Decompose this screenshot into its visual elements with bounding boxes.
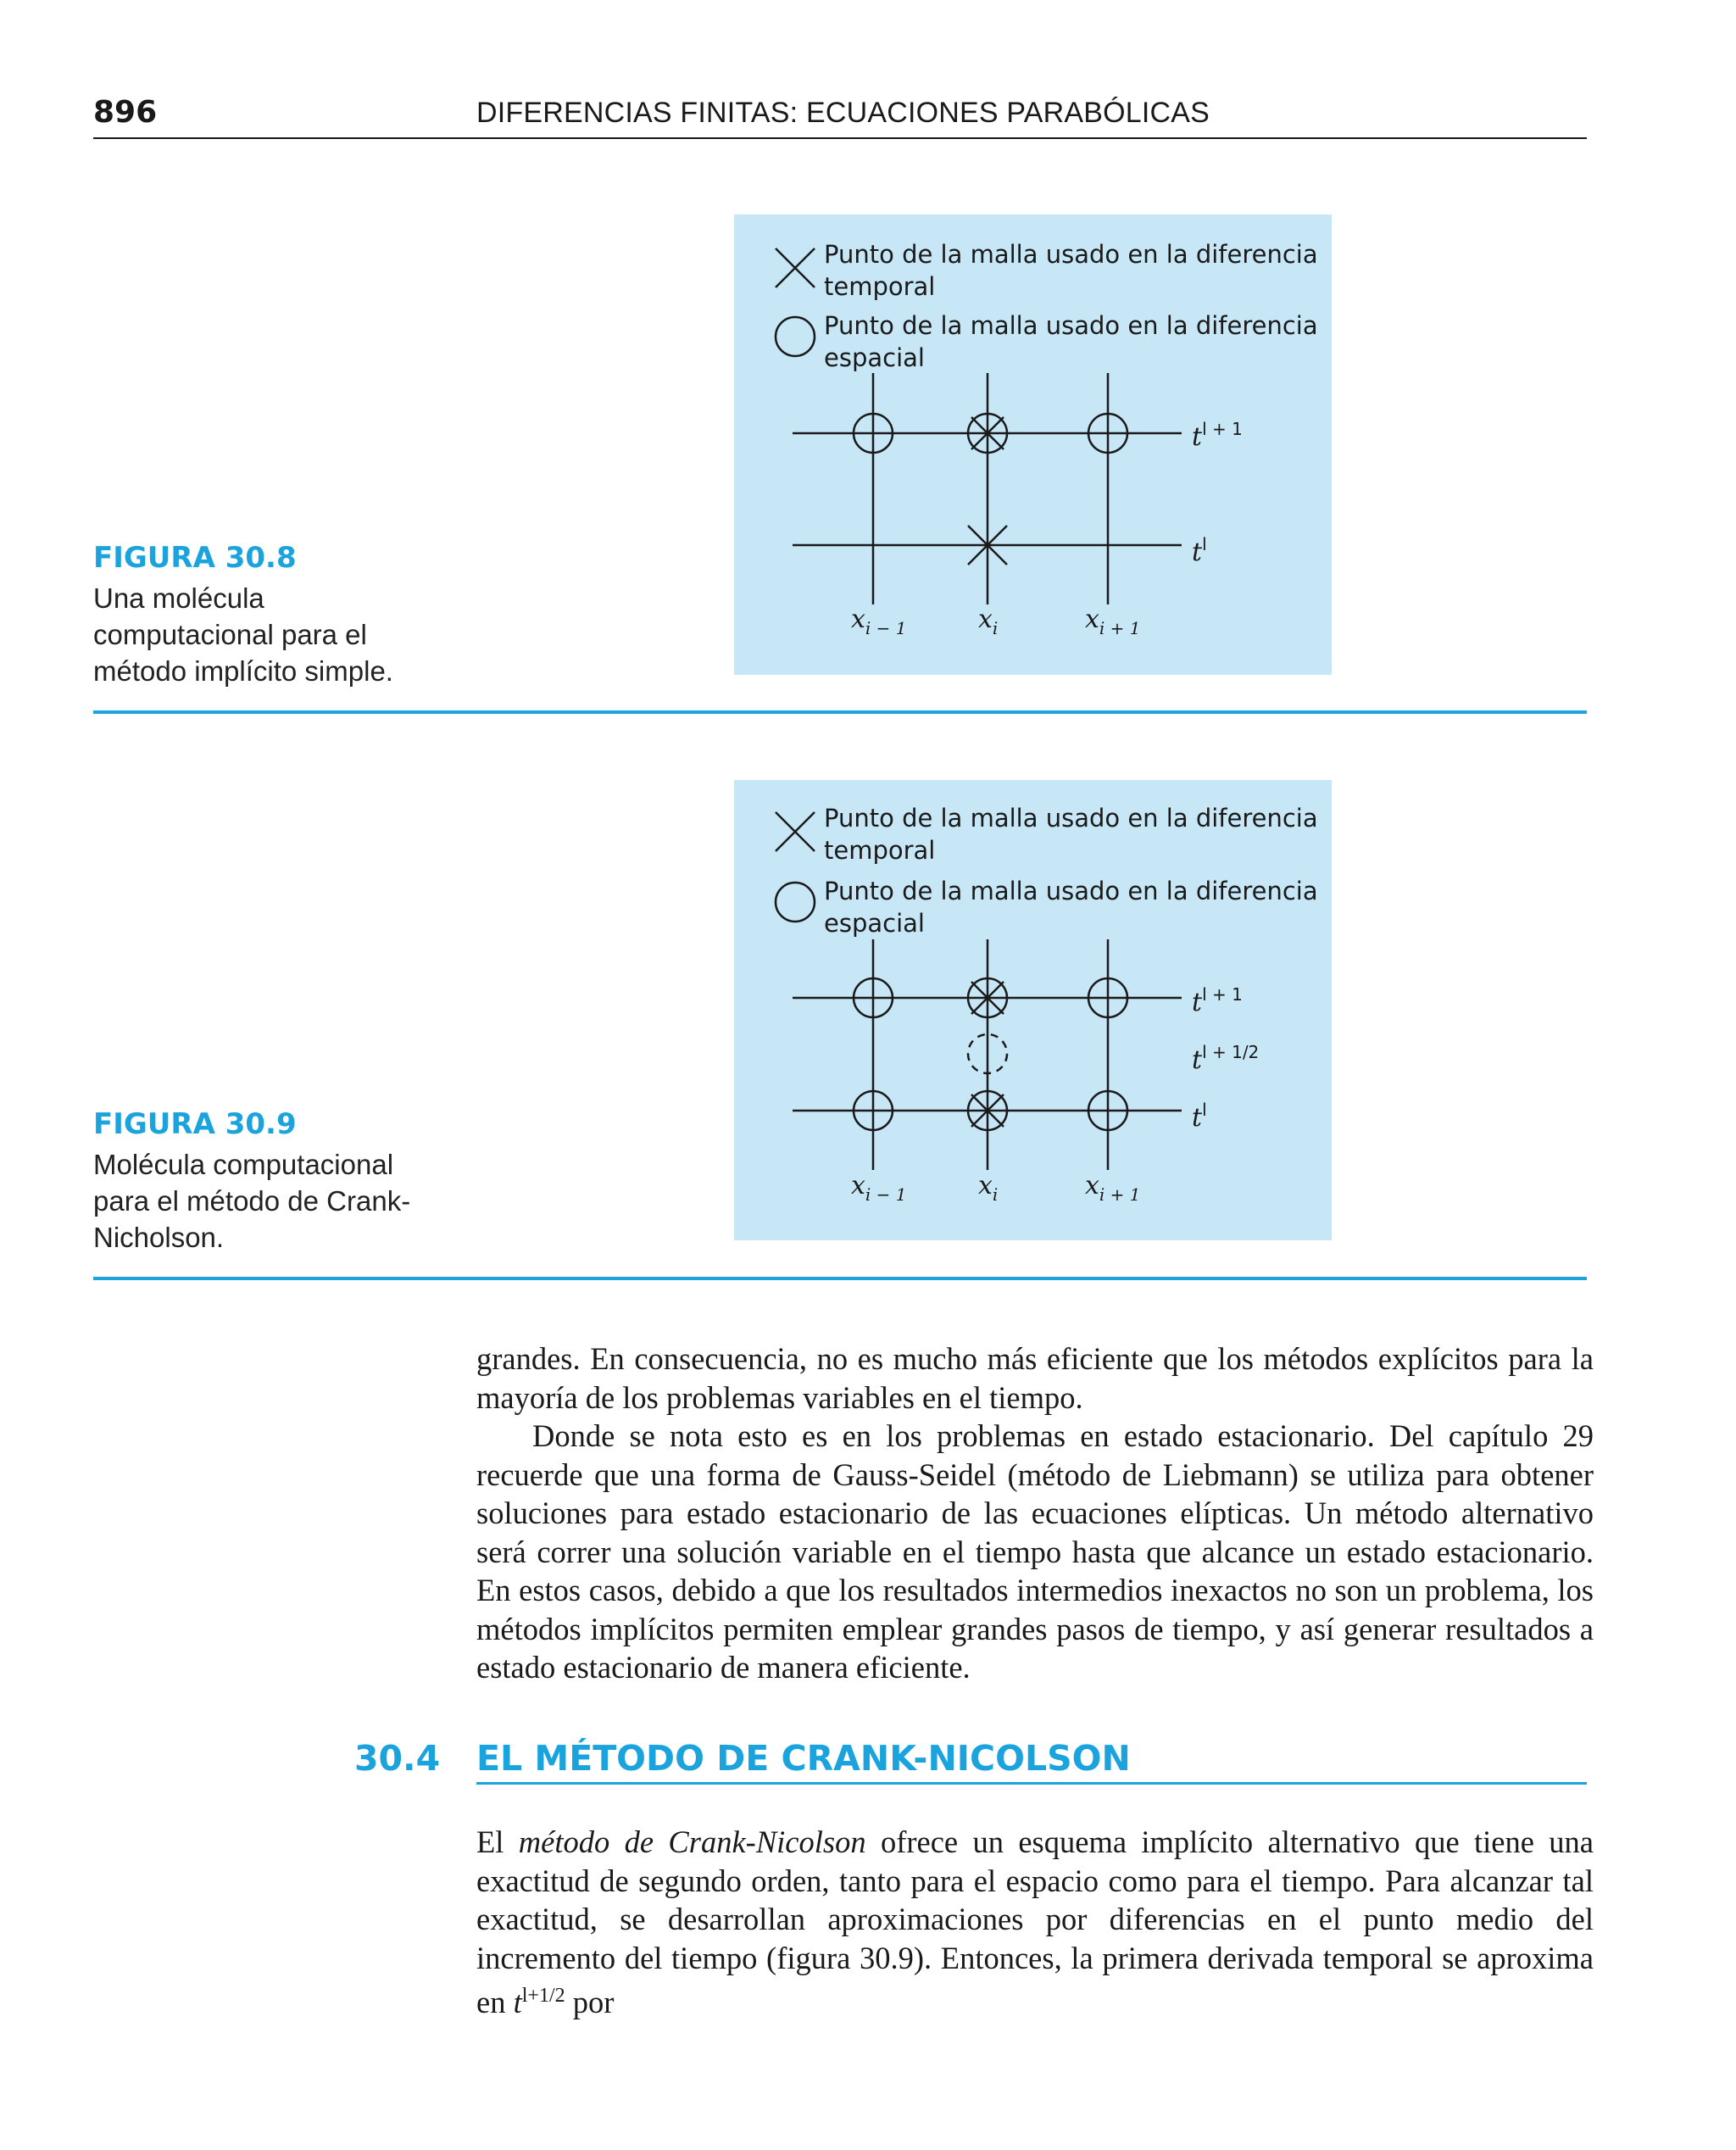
page-number: 896 <box>93 95 158 130</box>
section-body <box>476 1823 1594 2022</box>
paragraph: Donde se nota esto es en los problemas en estado estacionario. Del capítulo 29 recuerde que una forma de Gauss-Seidel (método de Liebmann) se utiliza para obtener soluciones para estado estacionario de las ecuaciones elípticas. Un método alternativo será correr una solución variable en el tiempo hasta que alcance un estado estacionario. En estos casos, debido a que los resultados intermedios inexactos no son un problema, los métodos implícitos permiten emplear grandes pasos de tiempo, y así generar resultados a estado estacionario de manera eficiente. <box>476 1418 1594 1685</box>
legend-circle-label: Punto de la malla usado en la diferencia espacial <box>824 877 1318 938</box>
x-label: $x_{i - 1}$ <box>851 604 907 638</box>
figure-30-9-caption: Molécula computacional para el método de Crank-Nicholson. <box>93 1149 411 1253</box>
t-label: $t^{l + 1}$ <box>1192 984 1243 1017</box>
section-number: 30.4 <box>354 1738 441 1779</box>
figure-30-9-panel <box>734 780 1332 1240</box>
body-text <box>476 1340 1594 1687</box>
x-label: $x_{i + 1}$ <box>1085 1171 1141 1205</box>
math-superscript: l+1/2 <box>521 1985 565 2007</box>
legend-circle-icon <box>776 883 815 922</box>
figure-30-8-caption: Una molécula computacional para el método implícito simple. <box>93 582 393 687</box>
t-label: $t^l$ <box>1192 1100 1207 1133</box>
t-label: $t^{l + 1}$ <box>1192 419 1243 452</box>
legend-circle-label: Punto de la malla usado en la diferencia espacial <box>824 311 1318 372</box>
figure-30-9-label: FIGURA 30.9 <box>93 1107 297 1141</box>
running-title: DIFERENCIAS FINITAS: ECUACIONES PARABÓLICAS <box>476 97 1210 129</box>
section-title: EL MÉTODO DE CRANK-NICOLSON <box>476 1738 1131 1779</box>
figure-30-8-panel <box>734 214 1332 675</box>
text-run: El <box>476 1824 519 1859</box>
math-t: t <box>513 1985 522 2020</box>
figure-30-8-label: FIGURA 30.8 <box>93 541 297 575</box>
legend-cross-label: Punto de la malla usado en la diferencia temporal <box>824 240 1318 301</box>
figure-30-8-rule <box>93 710 1587 714</box>
grid-lines <box>793 939 1182 1170</box>
text-run: por <box>565 1985 615 2020</box>
figure-30-9-rule <box>93 1277 1587 1280</box>
x-label: $x_i$ <box>978 604 999 638</box>
legend-circle-icon <box>776 317 815 356</box>
t-label: $t^{l + 1/2}$ <box>1192 1042 1260 1075</box>
t-label: $t^l$ <box>1192 534 1207 567</box>
emphasis-term: método de Crank-Nicolson <box>518 1824 866 1859</box>
legend-cross-icon <box>776 812 815 851</box>
legend-cross-label: Punto de la malla usado en la diferencia temporal <box>824 804 1318 865</box>
paragraph: grandes. En consecuencia, no es mucho más eficiente que los métodos explícitos para la mayoría de los problemas variables en el tiempo. <box>476 1341 1594 1415</box>
grid-lines <box>793 373 1182 604</box>
section-rule <box>476 1782 1587 1785</box>
legend-cross-icon <box>776 248 815 287</box>
x-label: $x_i$ <box>978 1171 999 1205</box>
paragraph <box>476 1823 1594 2022</box>
text-run: ofrece un esquema implícito alternativo que tiene una exactitud de segundo orden, tanto para el espacio como para el tiempo. Para alcanzar tal exactitud, se desarrollan aproximaciones por diferencias en el punto medio del incremento del tiempo (figura 30.9). Entonces, la primera derivada temporal se aproxima en <box>476 1824 1594 2020</box>
x-label: $x_{i + 1}$ <box>1085 604 1141 638</box>
header-rule <box>93 137 1587 139</box>
x-label: $x_{i - 1}$ <box>851 1171 907 1205</box>
